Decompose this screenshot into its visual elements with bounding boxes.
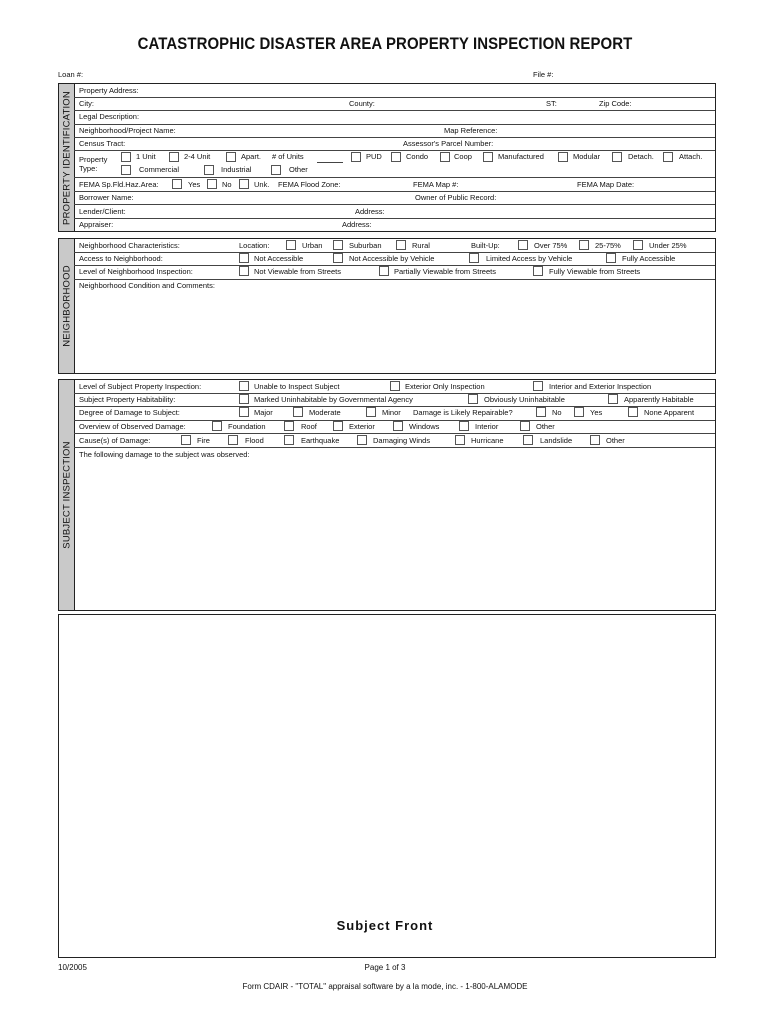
modular-checkbox[interactable] bbox=[558, 152, 568, 162]
neighborhood-sidebar-label: NEIGHBORHOOD bbox=[61, 265, 72, 347]
none-apparent-label: None Apparent bbox=[644, 408, 695, 417]
under-25-label: Under 25% bbox=[649, 241, 687, 250]
fire-label: Fire bbox=[197, 436, 210, 445]
partially-viewable-checkbox[interactable] bbox=[379, 266, 389, 276]
flood-label: Flood bbox=[245, 436, 264, 445]
25-75-checkbox[interactable] bbox=[579, 240, 589, 250]
rural-label: Rural bbox=[412, 241, 430, 250]
other-damage-checkbox[interactable] bbox=[520, 421, 530, 431]
page-number: Page 1 of 3 bbox=[364, 963, 406, 972]
unable-inspect-checkbox[interactable] bbox=[239, 381, 249, 391]
parcel-number-label: Assessor's Parcel Number: bbox=[403, 139, 494, 148]
form-footer-credit: Form CDAIR - "TOTAL" appraisal software by a la mode, inc. - 1-800-ALAMODE bbox=[242, 982, 528, 991]
apartment-checkbox[interactable] bbox=[226, 152, 236, 162]
exterior-only-label: Exterior Only Inspection bbox=[405, 382, 485, 391]
manufactured-label: Manufactured bbox=[498, 152, 544, 161]
neighborhood-comments-label: Neighborhood Condition and Comments: bbox=[79, 281, 215, 290]
unable-inspect-label: Unable to Inspect Subject bbox=[254, 382, 340, 391]
fully-viewable-checkbox[interactable] bbox=[533, 266, 543, 276]
damage-overview-label: Overview of Observed Damage: bbox=[79, 422, 186, 431]
subject-sidebar-label: SUBJECT INSPECTION bbox=[61, 441, 72, 549]
damaging-winds-label: Damaging Winds bbox=[373, 436, 431, 445]
property-type-label-1: Property bbox=[79, 155, 108, 164]
moderate-checkbox[interactable] bbox=[293, 407, 303, 417]
major-checkbox[interactable] bbox=[239, 407, 249, 417]
property-identification-section bbox=[58, 83, 716, 232]
landslide-label: Landslide bbox=[540, 436, 573, 445]
two-four-unit-label: 2-4 Unit bbox=[184, 152, 211, 161]
foundation-label: Foundation bbox=[228, 422, 266, 431]
one-unit-checkbox[interactable] bbox=[121, 152, 131, 162]
not-viewable-label: Not Viewable from Streets bbox=[254, 267, 341, 276]
damage-degree-label: Degree of Damage to Subject: bbox=[79, 408, 180, 417]
landslide-checkbox[interactable] bbox=[523, 435, 533, 445]
obviously-uninhabitable-checkbox[interactable] bbox=[468, 394, 478, 404]
fully-accessible-label: Fully Accessible bbox=[622, 254, 676, 263]
subject-inspection-level-label: Level of Subject Property Inspection: bbox=[79, 382, 202, 391]
property-sidebar-label: PROPERTY IDENTIFICATION bbox=[61, 90, 72, 225]
apparently-habitable-label: Apparently Habitable bbox=[624, 395, 694, 404]
coop-label: Coop bbox=[454, 152, 472, 161]
neighborhood-name-label: Neighborhood/Project Name: bbox=[79, 126, 176, 135]
repairable-label: Damage is Likely Repairable? bbox=[413, 408, 513, 417]
property-type-label-2: Type: bbox=[79, 164, 98, 173]
zip-label: Zip Code: bbox=[599, 99, 632, 108]
fema-no-label: No bbox=[222, 180, 232, 189]
map-reference-label: Map Reference: bbox=[444, 126, 498, 135]
number-of-units-label: # of Units bbox=[272, 152, 304, 161]
not-accessible-vehicle-checkbox[interactable] bbox=[333, 253, 343, 263]
over-75-checkbox[interactable] bbox=[518, 240, 528, 250]
subject-sidebar bbox=[59, 380, 75, 610]
observed-damage-label: The following damage to the subject was observed: bbox=[79, 450, 250, 459]
25-75-label: 25-75% bbox=[595, 241, 621, 250]
none-apparent-checkbox[interactable] bbox=[628, 407, 638, 417]
detached-checkbox[interactable] bbox=[612, 152, 622, 162]
condo-checkbox[interactable] bbox=[391, 152, 401, 162]
location-label: Location: bbox=[239, 241, 270, 250]
industrial-checkbox[interactable] bbox=[204, 165, 214, 175]
fema-map-date-label: FEMA Map Date: bbox=[577, 180, 635, 189]
fully-accessible-checkbox[interactable] bbox=[606, 253, 616, 263]
limited-access-checkbox[interactable] bbox=[469, 253, 479, 263]
city-label: City: bbox=[79, 99, 94, 108]
interior-exterior-checkbox[interactable] bbox=[533, 381, 543, 391]
property-address-label: Property Address: bbox=[79, 86, 139, 95]
minor-checkbox[interactable] bbox=[366, 407, 376, 417]
not-accessible-checkbox[interactable] bbox=[239, 253, 249, 263]
exterior-checkbox[interactable] bbox=[333, 421, 343, 431]
over-75-label: Over 75% bbox=[534, 241, 568, 250]
flood-checkbox[interactable] bbox=[228, 435, 238, 445]
subject-inspection-section bbox=[58, 379, 716, 611]
neighborhood-section bbox=[58, 238, 716, 374]
major-label: Major bbox=[254, 408, 273, 417]
detached-label: Detach. bbox=[628, 152, 654, 161]
state-label: ST: bbox=[546, 99, 557, 108]
neighborhood-sidebar bbox=[59, 239, 75, 373]
partially-viewable-label: Partially Viewable from Streets bbox=[394, 267, 496, 276]
number-of-units-line[interactable] bbox=[317, 162, 343, 163]
subject-front-photo-box[interactable] bbox=[58, 614, 716, 958]
two-four-unit-checkbox[interactable] bbox=[169, 152, 179, 162]
not-accessible-vehicle-label: Not Accessible by Vehicle bbox=[349, 254, 435, 263]
marked-uninhabitable-checkbox[interactable] bbox=[239, 394, 249, 404]
moderate-label: Moderate bbox=[309, 408, 341, 417]
damage-causes-label: Cause(s) of Damage: bbox=[79, 436, 151, 445]
appraiser-label: Appraiser: bbox=[79, 220, 114, 229]
windows-label: Windows bbox=[409, 422, 440, 431]
suburban-checkbox[interactable] bbox=[333, 240, 343, 250]
earthquake-label: Earthquake bbox=[301, 436, 340, 445]
fema-yes-checkbox[interactable] bbox=[172, 179, 182, 189]
access-label: Access to Neighborhood: bbox=[79, 254, 163, 263]
urban-label: Urban bbox=[302, 241, 323, 250]
appraiser-address-label: Address: bbox=[342, 220, 372, 229]
fema-flood-zone-label: FEMA Flood Zone: bbox=[278, 180, 341, 189]
foundation-checkbox[interactable] bbox=[212, 421, 222, 431]
condo-label: Condo bbox=[406, 152, 429, 161]
fully-viewable-label: Fully Viewable from Streets bbox=[549, 267, 641, 276]
attached-checkbox[interactable] bbox=[663, 152, 673, 162]
other-cause-label: Other bbox=[606, 436, 625, 445]
interior-checkbox[interactable] bbox=[459, 421, 469, 431]
one-unit-label: 1 Unit bbox=[136, 152, 156, 161]
exterior-only-checkbox[interactable] bbox=[390, 381, 400, 391]
repairable-yes-checkbox[interactable] bbox=[574, 407, 584, 417]
interior-label: Interior bbox=[475, 422, 499, 431]
other-type-checkbox[interactable] bbox=[271, 165, 281, 175]
report-title: CATASTROPHIC DISASTER AREA PROPERTY INSPECTION REPORT bbox=[137, 34, 633, 53]
file-number-label: File #: bbox=[533, 70, 554, 79]
owner-of-record-label: Owner of Public Record: bbox=[415, 193, 497, 202]
damaging-winds-checkbox[interactable] bbox=[357, 435, 367, 445]
neighborhood-inspection-level-label: Level of Neighborhood Inspection: bbox=[79, 267, 193, 276]
commercial-checkbox[interactable] bbox=[121, 165, 131, 175]
census-tract-label: Census Tract: bbox=[79, 139, 126, 148]
property-sidebar bbox=[59, 84, 75, 231]
lender-address-label: Address: bbox=[355, 207, 385, 216]
county-label: County: bbox=[349, 99, 375, 108]
other-type-label: Other bbox=[289, 165, 308, 174]
observed-damage-area[interactable] bbox=[79, 463, 711, 606]
earthquake-checkbox[interactable] bbox=[284, 435, 294, 445]
fema-map-number-label: FEMA Map #: bbox=[413, 180, 459, 189]
built-up-label: Built-Up: bbox=[471, 241, 500, 250]
fema-yes-label: Yes bbox=[188, 180, 201, 189]
form-date: 10/2005 bbox=[58, 963, 87, 972]
suburban-label: Suburban bbox=[349, 241, 382, 250]
fema-special-flood-label: FEMA Sp.Fld.Haz.Area: bbox=[79, 180, 159, 189]
repairable-yes-label: Yes bbox=[590, 408, 603, 417]
minor-label: Minor bbox=[382, 408, 401, 417]
neighborhood-comments-area[interactable] bbox=[79, 294, 711, 369]
fire-checkbox[interactable] bbox=[181, 435, 191, 445]
roof-label: Roof bbox=[301, 422, 317, 431]
under-25-checkbox[interactable] bbox=[633, 240, 643, 250]
fema-no-checkbox[interactable] bbox=[207, 179, 217, 189]
windows-checkbox[interactable] bbox=[393, 421, 403, 431]
commercial-label: Commercial bbox=[139, 165, 180, 174]
other-cause-checkbox[interactable] bbox=[590, 435, 600, 445]
repairable-no-checkbox[interactable] bbox=[536, 407, 546, 417]
repairable-no-label: No bbox=[552, 408, 562, 417]
apparently-habitable-checkbox[interactable] bbox=[608, 394, 618, 404]
lender-client-label: Lender/Client: bbox=[79, 207, 126, 216]
loan-number-label: Loan #: bbox=[58, 70, 84, 79]
manufactured-checkbox[interactable] bbox=[483, 152, 493, 162]
pud-checkbox[interactable] bbox=[351, 152, 361, 162]
industrial-label: Industrial bbox=[221, 165, 252, 174]
neighborhood-characteristics-label: Neighborhood Characteristics: bbox=[79, 241, 180, 250]
legal-description-label: Legal Description: bbox=[79, 112, 140, 121]
interior-exterior-label: Interior and Exterior Inspection bbox=[549, 382, 652, 391]
other-damage-label: Other bbox=[536, 422, 555, 431]
subject-front-label: Subject Front bbox=[336, 918, 434, 933]
exterior-label: Exterior bbox=[349, 422, 375, 431]
rural-checkbox[interactable] bbox=[396, 240, 406, 250]
fema-unknown-checkbox[interactable] bbox=[239, 179, 249, 189]
hurricane-checkbox[interactable] bbox=[455, 435, 465, 445]
fema-unknown-label: Unk. bbox=[254, 180, 270, 189]
pud-label: PUD bbox=[366, 152, 382, 161]
habitability-label: Subject Property Habitability: bbox=[79, 395, 176, 404]
not-accessible-label: Not Accessible bbox=[254, 254, 304, 263]
apartment-label: Apart. bbox=[241, 152, 262, 161]
borrower-name-label: Borrower Name: bbox=[79, 193, 134, 202]
hurricane-label: Hurricane bbox=[471, 436, 504, 445]
not-viewable-checkbox[interactable] bbox=[239, 266, 249, 276]
limited-access-label: Limited Access by Vehicle bbox=[486, 254, 573, 263]
attached-label: Attach. bbox=[679, 152, 703, 161]
roof-checkbox[interactable] bbox=[284, 421, 294, 431]
modular-label: Modular bbox=[573, 152, 601, 161]
urban-checkbox[interactable] bbox=[286, 240, 296, 250]
coop-checkbox[interactable] bbox=[440, 152, 450, 162]
marked-uninhabitable-label: Marked Uninhabitable by Governmental Agency bbox=[254, 395, 413, 404]
obviously-uninhabitable-label: Obviously Uninhabitable bbox=[484, 395, 565, 404]
